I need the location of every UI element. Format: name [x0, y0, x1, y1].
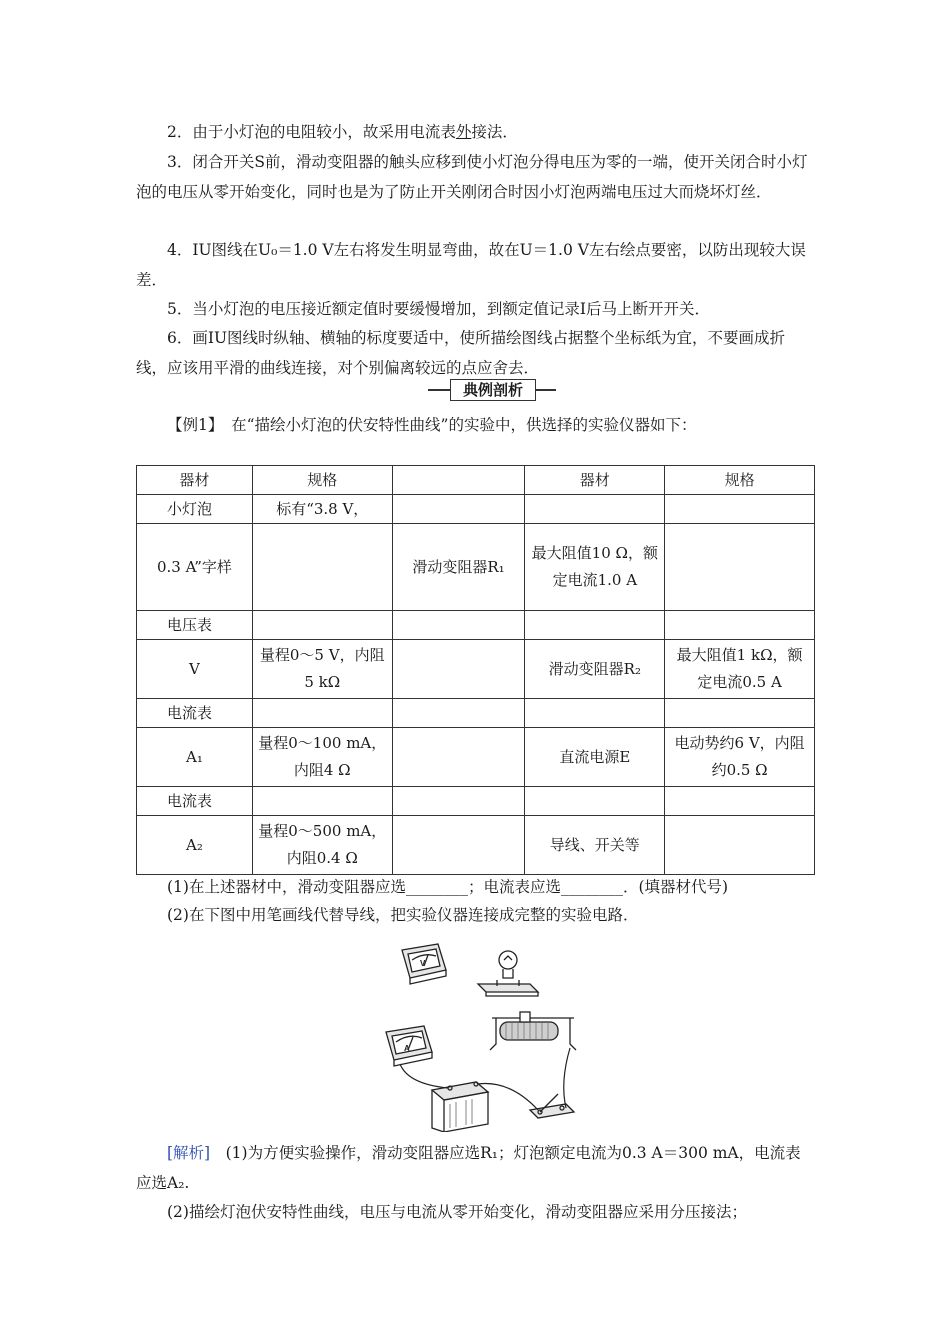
table-cell: 滑动变阻器R₁ [392, 524, 525, 611]
table-cell [525, 611, 665, 640]
table-row [137, 699, 815, 728]
title-rule-right [534, 389, 556, 391]
table-cell: 电压表 [137, 611, 253, 640]
note-2-underlined: 外 [455, 123, 472, 141]
table-cell [525, 787, 665, 816]
table-cell: 导线、开关等 [525, 816, 665, 875]
table-cell [525, 699, 665, 728]
table-cell [665, 787, 815, 816]
table-cell: 器材 [137, 466, 253, 495]
table-cell [665, 524, 815, 611]
table-cell: 规格 [665, 466, 815, 495]
analysis [136, 1139, 816, 1198]
analysis-line-2: (2)描绘灯泡伏安特性曲线，电压与电流从零开始变化，滑动变阻器应采用分压接法； [167, 1203, 747, 1221]
analysis-tag: [解析] [167, 1144, 211, 1162]
note-5: 5．当小灯泡的电压接近额定值时要缓慢增加，到额定值记录I后马上断开开关． [167, 300, 710, 318]
table-cell [252, 787, 392, 816]
question-2: (2)在下图中用笔画线代替导线，把实验仪器连接成完整的实验电路． [167, 906, 639, 924]
table-cell [392, 495, 525, 524]
table-cell: 滑动变阻器R₂ [525, 640, 665, 699]
table-cell: 电流表 [137, 787, 253, 816]
note-2-end: 接法． [471, 123, 518, 141]
table-cell: 规格 [252, 466, 392, 495]
note-2 [136, 118, 816, 148]
rheostat-icon [490, 1012, 576, 1050]
table-cell [392, 611, 525, 640]
table-row [137, 640, 815, 699]
table-cell: 小灯泡 [137, 495, 253, 524]
table-cell [252, 611, 392, 640]
table-cell [665, 611, 815, 640]
title-rule-left [428, 389, 450, 391]
table-row [137, 466, 815, 495]
table-cell [392, 466, 525, 495]
question-1: (1)在上述器材中，滑动变阻器应选________；电流表应选________．(填器材代号) [167, 878, 729, 896]
table-cell: 器材 [525, 466, 665, 495]
ammeter-icon [386, 1026, 432, 1066]
table-row [137, 495, 815, 524]
table-cell [665, 495, 815, 524]
table-cell [392, 640, 525, 699]
table-cell: 量程0～500 mA，内阻0.4 Ω [252, 816, 392, 875]
table-cell [392, 699, 525, 728]
table-cell [392, 728, 525, 787]
table-cell [252, 699, 392, 728]
table-cell: 0.3 A”字样 [137, 524, 253, 611]
table-row [137, 816, 815, 875]
note-4: 4．IU图线在U₀＝1.0 V左右将发生明显弯曲，故在U＝1.0 V左右绘点要密，以防出现较大误差． [136, 241, 806, 289]
table-cell: 量程0～5 V，内阻5 kΩ [252, 640, 392, 699]
example-heading: 【例1】 在“描绘小灯泡的伏安特性曲线”的实验中，供选择的实验仪器如下： [167, 416, 697, 434]
table-cell [665, 816, 815, 875]
equipment-table [136, 465, 815, 875]
table-cell: 直流电源E [525, 728, 665, 787]
table-cell: 量程0～100 mA，内阻4 Ω [252, 728, 392, 787]
table-cell [525, 495, 665, 524]
note-3: 3．闭合开关S前，滑动变阻器的触头应移到使小灯泡分得电压为零的一端，使开关闭合时小灯泡的电压从零开始变化，同时也是为了防止开关刚闭合时因小灯泡两端电压过大而烧坏灯丝． [136, 153, 808, 201]
voltmeter-icon [402, 944, 446, 984]
table-row [137, 787, 815, 816]
voltmeter-label: V [420, 959, 426, 968]
table-row [137, 611, 815, 640]
section-title-text: 典例剖析 [450, 379, 536, 401]
table-cell: A₁ [137, 728, 253, 787]
table-cell: 最大阻值1 kΩ，额定电流0.5 A [665, 640, 815, 699]
table-cell [252, 524, 392, 611]
table-cell: V [137, 640, 253, 699]
analysis-line-1: (1)为方便实验操作，滑动变阻器应选R₁；灯泡额定电流为0.3 A＝300 mA，电流表应选A₂. [136, 1144, 801, 1192]
table-cell: A₂ [137, 816, 253, 875]
table-cell: 电动势约6 V，内阻约0.5 Ω [665, 728, 815, 787]
table-cell [665, 699, 815, 728]
note-6: 6．画IU图线时纵轴、横轴的标度要适中，使所描绘图线占据整个坐标纸为宜，不要画成折线，应该用平滑的曲线连接，对个别偏离较远的点应舍去． [136, 329, 786, 377]
section-title [428, 379, 556, 401]
switch-icon [530, 1094, 574, 1118]
table-cell [392, 787, 525, 816]
table-cell: 最大阻值10 Ω，额定电流1.0 A [525, 524, 665, 611]
circuit-figure [380, 932, 580, 1132]
ammeter-label: A [404, 1044, 410, 1053]
table-row [137, 524, 815, 611]
battery-icon [432, 1082, 488, 1132]
table-row [137, 728, 815, 787]
bulb-icon [478, 951, 538, 996]
table-cell: 标有“3.8 V， [252, 495, 392, 524]
table-cell [392, 816, 525, 875]
note-2-text: 2．由于小灯泡的电阻较小，故采用电流表 [167, 123, 456, 141]
connecting-wires [400, 1048, 570, 1110]
table-cell: 电流表 [137, 699, 253, 728]
